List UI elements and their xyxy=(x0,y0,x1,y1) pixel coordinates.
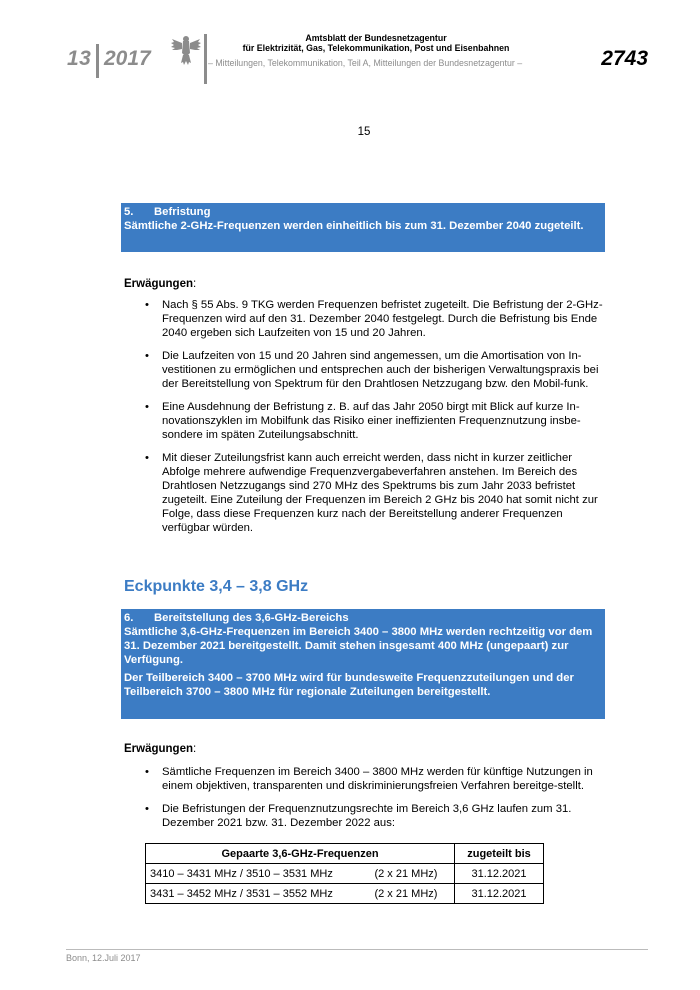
considerations-label-text: Erwägungen xyxy=(124,278,194,290)
box-6-text-1: Sämtliche 3,6-GHz-Frequenzen im Bereich 3400 – 3800 MHz werden rechtzeitig vor dem 31. Dezember 2021 bereitgestellt. Damit stehen insgesamt 400 MHz (ungepaart) zur Verfügung. xyxy=(124,626,593,666)
table-row xyxy=(146,884,544,904)
considerations-list xyxy=(145,298,605,544)
table-cell-frequency: 3431 – 3452 MHz / 3531 – 3552 MHz xyxy=(146,884,371,904)
table-cell-date: 31.12.2021 xyxy=(455,864,544,884)
list-item: • Mit dieser Zuteilungsfrist kann auch erreicht werden, dass nicht in kurzer zeitlicher Abfolge mehrere aufwendige Frequenzvergabeverfahren anstehen. Im Bereich des Drahtlosen Netzzugangs sind 270 MHz des Spektrums bis zum Jahr 2033 befristet zugeteilt. Eine Zuteilung der Frequenzen im Bereich 2 GHz bis 2040 hat somit nicht zur Folge, dass diese Frequenzen kurz nach der Bereitstellung anderer Frequenzen verfügbar würden. xyxy=(145,451,605,535)
frequency-table xyxy=(145,843,544,904)
box-5-text: Sämtliche 2-GHz-Frequenzen werden einheitlich bis zum 31. Dezember 2040 zugeteilt. xyxy=(124,220,584,232)
federal-eagle-icon xyxy=(170,33,202,67)
gazette-title-line2: für Elektrizität, Gas, Telekommunikation, Post und Eisenbahnen xyxy=(242,43,510,53)
section-heading: Eckpunkte 3,4 – 3,8 GHz xyxy=(124,578,309,595)
list-item: • Die Befristungen der Frequenznutzungsrechte im Bereich 3,6 GHz laufen zum 31. Dezember 2021 bzw. 31. Dezember 2022 aus: xyxy=(145,802,605,830)
footer-text: Bonn, 12.Juli 2017 xyxy=(66,953,141,963)
decision-box-5 xyxy=(121,203,605,252)
page-number: 2743 xyxy=(601,47,648,70)
gazette-subtitle: – Mitteilungen, Telekommunikation, Teil A, Mitteilungen der Bundesnetzagentur – xyxy=(208,58,523,68)
table-cell-date: 31.12.2021 xyxy=(455,884,544,904)
considerations-label xyxy=(124,743,196,755)
considerations-label-text: Erwägungen xyxy=(124,743,194,755)
list-item: • Nach § 55 Abs. 9 TKG werden Frequenzen befristet zugeteilt. Die Befristung der 2-GHz-Frequenzen wird auf den 31. Dezember 2040 festgelegt. Durch die Befristung bis Ende 2040 ergeben sich Laufzeiten von 15 und 20 Jahren. xyxy=(145,298,605,340)
box-6-heading xyxy=(124,611,601,625)
box-6-text-2: Der Teilbereich 3400 – 3700 MHz wird für bundesweite Frequenzzuteilungen und der Teilbereich 3700 – 3800 MHz für regionale Zuteilungen bereitgestellt. xyxy=(124,672,574,698)
list-item: • Eine Ausdehnung der Befristung z. B. auf das Jahr 2050 birgt mit Blick auf kurze In-novationszyklen im Mobilfunk das Risiko einer ineffizienten Frequenznutzung insbe-sondere im späten Zuteilungsabschnitt. xyxy=(145,400,605,442)
considerations-colon: : xyxy=(193,278,197,290)
table-header-assigned-until: zugeteilt bis xyxy=(455,844,544,864)
list-item: • Sämtliche Frequenzen im Bereich 3400 – 3800 MHz werden für künftige Nutzungen in einem objektiven, transparenten und diskriminierungsfreien Verfahren bereitge-stellt. xyxy=(145,765,605,793)
gazette-title: Amtsblatt der Bundesnetzagentur xyxy=(305,33,447,43)
considerations-list xyxy=(145,765,605,839)
header-bar xyxy=(204,34,207,84)
box-5-number: 5. xyxy=(124,206,134,218)
table-header-frequencies: Gepaarte 3,6-GHz-Frequenzen xyxy=(146,844,455,864)
inner-page-number: 15 xyxy=(357,126,371,138)
box-5-title: Befristung xyxy=(154,206,211,218)
considerations-colon: : xyxy=(193,743,197,755)
issue-year: 2017 xyxy=(104,47,151,70)
box-6-title: Bereitstellung des 3,6-GHz-Bereichs xyxy=(154,612,349,624)
decision-box-6 xyxy=(121,609,605,719)
table-row xyxy=(146,864,544,884)
table-header-row xyxy=(146,844,544,864)
table-cell-bandwidth: (2 x 21 MHz) xyxy=(370,864,454,884)
list-item: • Die Laufzeiten von 15 und 20 Jahren sind angemessen, um die Amortisation von In-vestitionen zu ermöglichen und entsprechen auch der bisherigen Verwaltungspraxis bei der Bereitstellung von Spektrum für den Drahtlosen Netzzugang bzw. den Mobil-funk. xyxy=(145,349,605,391)
box-6-number: 6. xyxy=(124,612,134,624)
issue-separator xyxy=(96,44,99,78)
box-5-heading xyxy=(124,205,601,219)
issue-number: 13 xyxy=(67,47,92,70)
considerations-label xyxy=(124,278,196,290)
table-cell-bandwidth: (2 x 21 MHz) xyxy=(370,884,454,904)
footer-divider xyxy=(66,949,648,950)
table-cell-frequency: 3410 – 3431 MHz / 3510 – 3531 MHz xyxy=(146,864,371,884)
